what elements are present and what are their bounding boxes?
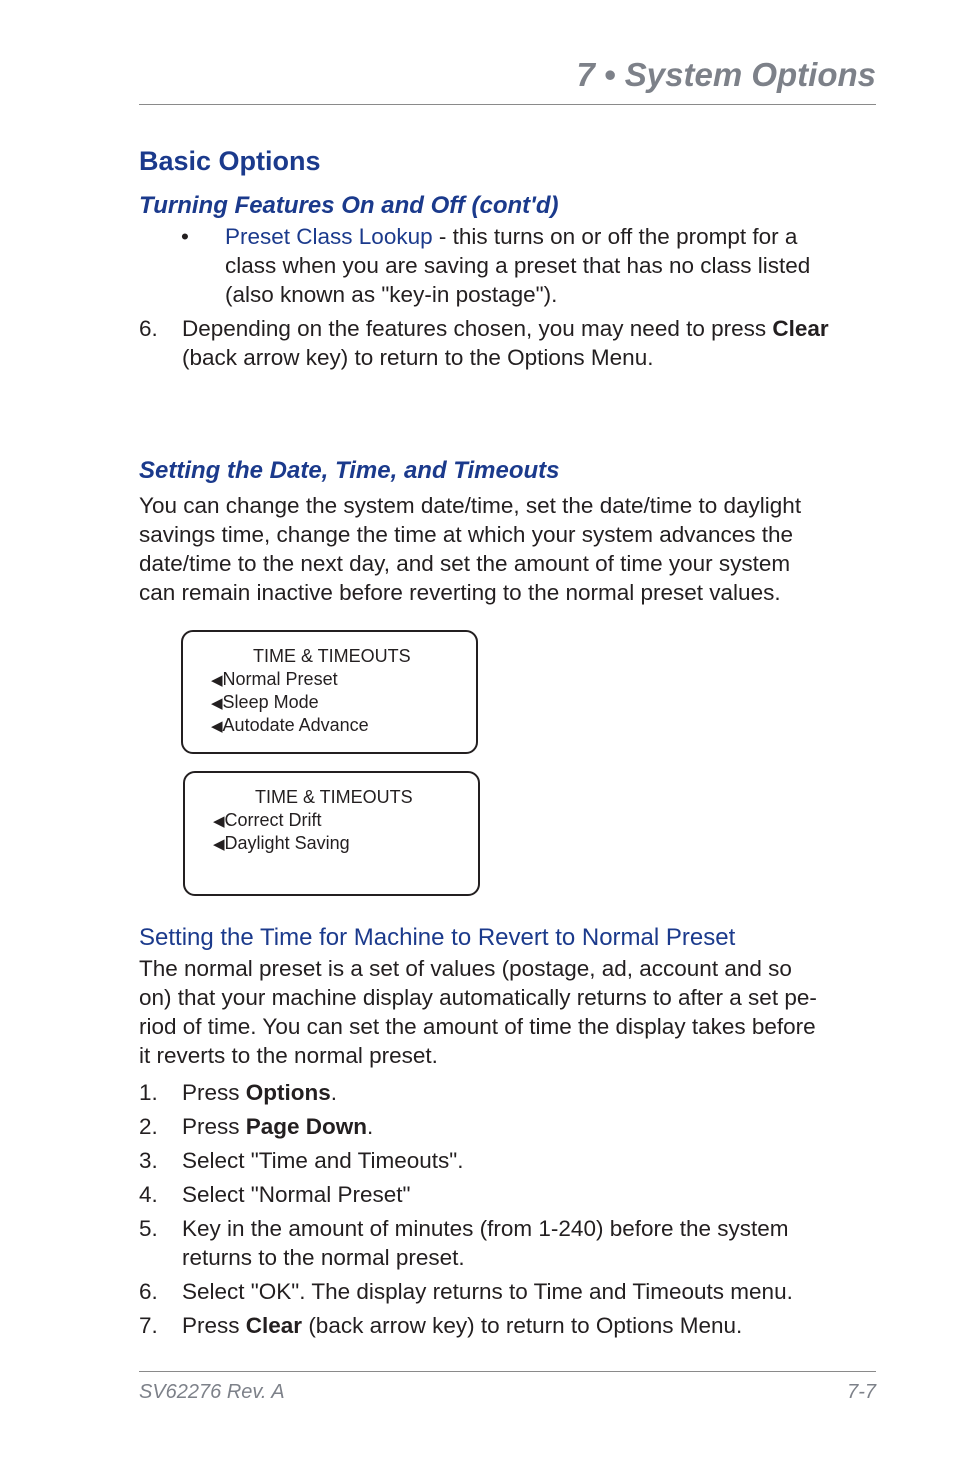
- step-text: Press: [182, 1313, 246, 1338]
- step-text: Press: [182, 1114, 246, 1139]
- preset-class-lookup-link[interactable]: Preset Class Lookup: [225, 224, 433, 249]
- step-text: Key in the amount of minutes (from 1-240) before the system: [182, 1216, 789, 1241]
- date-time-paragraph: [139, 491, 879, 607]
- step-text: Select "OK". The display returns to Time and Timeouts menu.: [182, 1279, 793, 1304]
- paragraph-line: date/time to the next day, and set the amount of time your system: [139, 551, 791, 576]
- menu-item-daylight-saving: [213, 832, 350, 856]
- menu-item-autodate-advance: [211, 714, 369, 738]
- left-arrow-icon: ◀: [213, 836, 225, 853]
- bullet-line2-text: class when you are saving a preset that has no class listed: [225, 253, 811, 278]
- paragraph-line: The normal preset is a set of values (postage, ad, account and so: [139, 956, 792, 981]
- display-screen-1: [181, 630, 478, 754]
- step-text-after: .: [367, 1114, 374, 1139]
- paragraph-line: on) that your machine display automatically returns to after a set pe-: [139, 985, 817, 1010]
- step-number: 2.: [139, 1114, 158, 1139]
- step-bold-key: Page Down: [245, 1114, 368, 1139]
- step-number: 5.: [139, 1216, 158, 1241]
- left-arrow-icon: ◀: [211, 718, 223, 735]
- left-arrow-icon: ◀: [211, 695, 223, 712]
- step-text-line2: (back arrow key) to return to the Options Menu.: [182, 345, 654, 370]
- menu-item-label: Normal Preset: [222, 669, 338, 689]
- step-bold-key: Clear: [772, 316, 829, 341]
- menu-item-label: Autodate Advance: [222, 715, 369, 735]
- bullet-symbol: •: [181, 224, 189, 249]
- step-text: Select "Normal Preset": [182, 1182, 411, 1207]
- menu-item-correct-drift: [213, 809, 322, 833]
- menu-item-normal-preset: [211, 668, 338, 692]
- step-6: [139, 1277, 879, 1306]
- paragraph-line: savings time, change the time at which your system advances the: [139, 522, 794, 547]
- step-bold-key: Options: [245, 1080, 331, 1105]
- bullet-preset-class-lookup: [181, 222, 881, 309]
- left-arrow-icon: ◀: [213, 813, 225, 830]
- step-5: [139, 1214, 879, 1272]
- step-number: 6.: [139, 1279, 158, 1304]
- menu-item-label: Correct Drift: [224, 810, 322, 830]
- footer-page-number: 7-7: [847, 1381, 876, 1403]
- step-number: 7.: [139, 1313, 158, 1338]
- step-7: [139, 1311, 879, 1340]
- subsection-title-revert-normal-preset: Setting the Time for Machine to Revert to Normal Preset: [139, 924, 736, 951]
- step-text: Select "Time and Timeouts".: [182, 1148, 464, 1173]
- step-text-after: .: [330, 1080, 338, 1105]
- bullet-line1-text: - this turns on or off the prompt for a: [432, 224, 798, 249]
- footer-rule: [139, 1371, 876, 1372]
- step-2: [139, 1112, 879, 1141]
- header-rule: [139, 104, 876, 105]
- step-text-after: (back arrow key) to return to Options Menu.: [302, 1313, 743, 1338]
- screen-title: TIME & TIMEOUTS: [255, 787, 413, 807]
- paragraph-line: can remain inactive before reverting to the normal preset values.: [139, 580, 781, 605]
- bullet-line3-text: (also known as "key-in postage").: [225, 282, 558, 307]
- menu-item-label: Sleep Mode: [222, 692, 319, 712]
- menu-item-label: Daylight Saving: [224, 833, 350, 853]
- step-6-options-menu: [139, 314, 879, 372]
- step-number: 6.: [139, 316, 158, 341]
- screen-title: TIME & TIMEOUTS: [253, 646, 411, 666]
- step-1: [139, 1078, 879, 1107]
- step-4: [139, 1180, 879, 1209]
- step-number: 3.: [139, 1148, 158, 1173]
- display-screen-2: [183, 771, 480, 896]
- step-text: Depending on the features chosen, you may need to press: [182, 316, 773, 341]
- step-number: 4.: [139, 1182, 158, 1207]
- step-bold-key: Clear: [245, 1313, 303, 1338]
- step-3: [139, 1146, 879, 1175]
- paragraph-line: it reverts to the normal preset.: [139, 1043, 438, 1068]
- menu-item-sleep-mode: [211, 691, 319, 715]
- footer-doc-id: SV62276 Rev. A: [139, 1381, 285, 1403]
- subsection-title-date-time: Setting the Date, Time, and Timeouts: [139, 457, 560, 484]
- step-text: Press: [182, 1080, 246, 1105]
- paragraph-line: riod of time. You can set the amount of time the display takes before: [139, 1014, 816, 1039]
- step-number: 1.: [139, 1080, 158, 1105]
- subsection-title-turning-features: Turning Features On and Off (cont'd): [139, 192, 559, 219]
- normal-preset-paragraph: [139, 954, 879, 1070]
- paragraph-line: You can change the system date/time, set the date/time to daylight: [139, 493, 802, 518]
- left-arrow-icon: ◀: [211, 672, 223, 689]
- chapter-title: 7 • System Options: [576, 56, 876, 93]
- section-title: Basic Options: [139, 146, 321, 176]
- step-text-line2: returns to the normal preset.: [182, 1245, 465, 1270]
